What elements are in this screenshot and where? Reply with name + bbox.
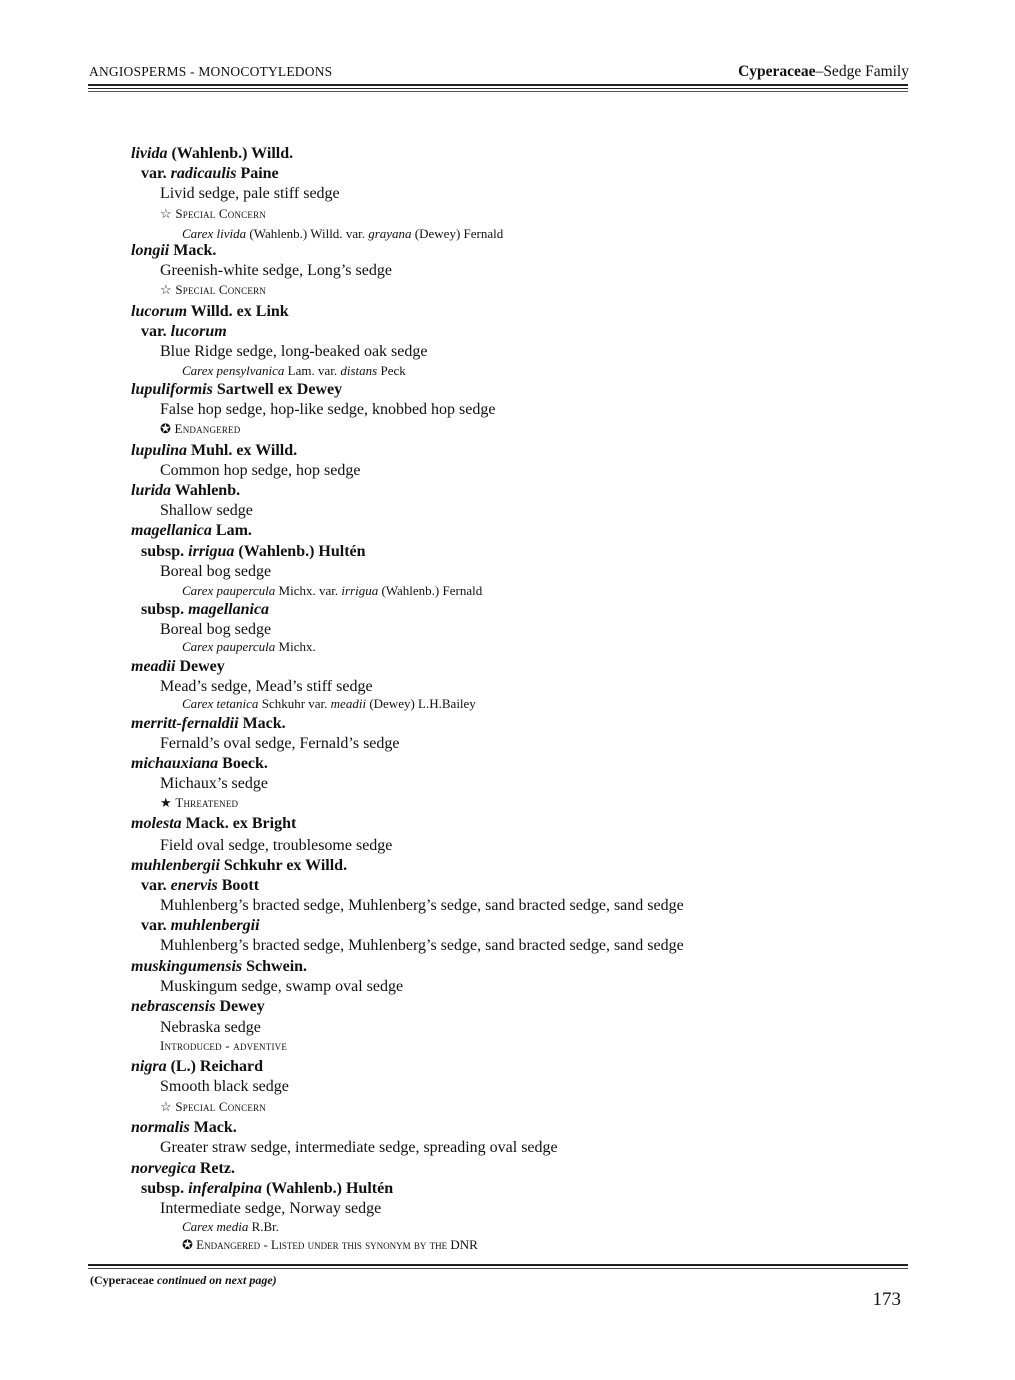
status-label: Introduced - adventive — [160, 1038, 288, 1053]
header-rule-thin-2 — [88, 91, 908, 92]
conservation-status — [160, 795, 238, 811]
synonym-word: media — [216, 1219, 252, 1234]
species-entry — [131, 145, 293, 163]
rank-prefix: var. — [141, 165, 167, 182]
footer-rule-thin — [88, 1268, 908, 1269]
synonym-word: meadii — [330, 696, 370, 711]
species-epithet: meadii — [131, 658, 176, 675]
synonym — [182, 583, 482, 599]
species-author: Mack. — [193, 1119, 237, 1136]
species-entry — [131, 958, 307, 976]
status-label: Endangered - Listed under this synonym by the DNR — [196, 1237, 478, 1252]
common-names: Field oval sedge, troublesome sedge — [160, 837, 393, 854]
common-names: Muskingum sedge, swamp oval sedge — [160, 978, 404, 995]
species-entry — [131, 998, 265, 1016]
species-entry — [131, 815, 296, 833]
species-entry — [131, 303, 289, 321]
page-number: 173 — [872, 1289, 901, 1310]
rank-prefix: subsp. — [141, 543, 185, 560]
species-author: Mack. — [173, 242, 217, 259]
rank-prefix: subsp. — [141, 1180, 185, 1197]
species-author: Willd. ex Link — [190, 303, 289, 320]
species-author: Schkuhr ex Willd. — [223, 857, 348, 874]
species-author: Schwein. — [246, 958, 308, 975]
infraspecific-author: (Wahlenb.) Hultén — [238, 543, 366, 560]
synonym-word: Willd. — [310, 226, 346, 241]
synonym — [182, 226, 503, 242]
species-epithet: michauxiana — [131, 755, 219, 772]
synonym — [182, 639, 316, 655]
species-author: Dewey — [219, 998, 265, 1015]
species-epithet: muhlenbergii — [131, 857, 220, 874]
species-epithet: lurida — [131, 482, 172, 499]
species-epithet: normalis — [131, 1119, 190, 1136]
synonym-word: (Wahlenb.) — [249, 226, 311, 241]
synonym-word: tetanica — [216, 696, 262, 711]
infraspecific-epithet: enervis — [170, 877, 218, 894]
species-epithet: magellanica — [131, 522, 212, 539]
synonym-word: paupercula — [216, 583, 279, 598]
infraspecific-epithet: irrigua — [188, 543, 235, 560]
family-title — [738, 63, 909, 81]
species-author: Dewey — [179, 658, 225, 675]
synonym-word: (Wahlenb.) — [381, 583, 443, 598]
synonym-word: paupercula — [216, 639, 279, 654]
infraspecific-author: Boott — [221, 877, 260, 894]
species-epithet: lupulina — [131, 442, 188, 459]
species-epithet: longii — [131, 242, 170, 259]
synonym-word: pensylvanica — [216, 363, 288, 378]
conservation-status — [160, 1038, 287, 1054]
status-label: Special Concern — [175, 1099, 266, 1114]
continuation-text: continued on next page) — [156, 1273, 277, 1287]
infraspecific-epithet: magellanica — [188, 601, 270, 618]
species-entry — [131, 715, 286, 733]
filled-star-icon: ★ — [160, 795, 176, 810]
species-author: (Wahlenb.) Willd. — [171, 145, 294, 162]
synonym-word: L.H.Bailey — [418, 696, 476, 711]
species-epithet: molesta — [131, 815, 182, 832]
infraspecific-epithet: lucorum — [170, 323, 227, 340]
synonym-word: Carex — [182, 1219, 217, 1234]
outline-star-icon: ☆ — [160, 206, 176, 221]
common-names: Greater straw sedge, intermediate sedge, spreading oval sedge — [160, 1139, 558, 1156]
synonym-word: Carex — [182, 696, 217, 711]
outline-star-icon: ☆ — [160, 282, 176, 297]
footer-rule — [88, 1264, 908, 1266]
status-label: Special Concern — [175, 206, 266, 221]
header-rule — [88, 84, 908, 86]
common-names: Smooth black sedge — [160, 1078, 289, 1095]
infraspecific-author: (Wahlenb.) Hultén — [265, 1180, 394, 1197]
species-epithet: nebrascensis — [131, 998, 216, 1015]
species-author: Retz. — [199, 1160, 235, 1177]
species-author: Mack. ex Bright — [185, 815, 297, 832]
common-names: Boreal bog sedge — [160, 621, 272, 638]
species-author: Lam. — [215, 522, 252, 539]
common-names: Common hop sedge, hop sedge — [160, 462, 361, 479]
status-label: Endangered — [174, 421, 241, 436]
synonym-word: Michx. — [278, 639, 316, 654]
continuation-family: (Cyperaceae — [90, 1273, 154, 1287]
outline-star-icon: ☆ — [160, 1099, 176, 1114]
synonym-word: (Dewey) — [369, 696, 419, 711]
species-author: Boeck. — [222, 755, 268, 772]
common-names: Muhlenberg’s bracted sedge, Muhlenberg’s sedge, sand bracted sedge, sand sedge — [160, 897, 684, 914]
infraspecific-author: Paine — [240, 165, 279, 182]
synonym-word: Carex — [182, 583, 217, 598]
synonym-word: Fernald — [442, 583, 483, 598]
synonym-word: Michx. — [278, 583, 319, 598]
rank-prefix: subsp. — [141, 601, 185, 618]
species-entry — [131, 381, 342, 399]
common-names: Shallow sedge — [160, 502, 253, 519]
common-names: Livid sedge, pale stiff sedge — [160, 185, 340, 202]
status-label: Threatened — [175, 795, 239, 810]
conservation-status — [160, 282, 266, 298]
common-names: Intermediate sedge, Norway sedge — [160, 1200, 382, 1217]
common-names: Muhlenberg’s bracted sedge, Muhlenberg’s sedge, sand bracted sedge, sand sedge — [160, 937, 684, 954]
species-author: Sartwell ex Dewey — [216, 381, 343, 398]
species-author: Muhl. ex Willd. — [191, 442, 298, 459]
synonym-word: var. — [318, 363, 341, 378]
common-names: Michaux’s sedge — [160, 775, 268, 792]
section-title: ANGIOSPERMS - MONOCOTYLEDONS — [89, 64, 333, 79]
species-epithet: livida — [131, 145, 168, 162]
infraspecific-entry — [141, 917, 260, 935]
endangered-icon: ✪ — [160, 421, 175, 436]
synonym-word: R.Br. — [251, 1219, 280, 1234]
species-entry — [131, 857, 347, 875]
synonym-word: Carex — [182, 639, 217, 654]
species-epithet: nigra — [131, 1058, 167, 1075]
status-label: Special Concern — [175, 282, 266, 297]
synonym-word: grayana — [368, 226, 415, 241]
header-rule-thin — [88, 88, 908, 89]
species-entry — [131, 522, 252, 540]
infraspecific-entry — [141, 543, 366, 561]
infraspecific-entry — [141, 1180, 393, 1198]
species-entry — [131, 1058, 263, 1076]
species-entry — [131, 1119, 237, 1137]
synonym-word: var. — [318, 583, 342, 598]
infraspecific-epithet: inferalpina — [188, 1180, 262, 1197]
species-entry — [131, 442, 297, 460]
species-entry — [131, 658, 225, 676]
synonym-word: livida — [216, 226, 250, 241]
endangered-icon: ✪ — [182, 1237, 197, 1252]
common-names: Blue Ridge sedge, long-beaked oak sedge — [160, 343, 428, 360]
synonym-word: var. — [308, 696, 331, 711]
synonym — [182, 363, 406, 379]
species-author: (L.) Reichard — [170, 1058, 264, 1075]
species-epithet: lucorum — [131, 303, 188, 320]
synonym-word: Carex — [182, 226, 217, 241]
family-common-name: –Sedge Family — [815, 63, 909, 80]
synonym — [182, 1219, 279, 1235]
rank-prefix: var. — [141, 877, 167, 894]
synonym-word: Lam. — [287, 363, 318, 378]
species-author: Wahlenb. — [174, 482, 241, 499]
species-entry — [131, 482, 240, 500]
common-names: False hop sedge, hop-like sedge, knobbed hop sedge — [160, 401, 496, 418]
species-epithet: norvegica — [131, 1160, 196, 1177]
common-names: Greenish-white sedge, Long’s sedge — [160, 262, 392, 279]
conservation-status — [160, 421, 240, 437]
synonym-word: Peck — [380, 363, 406, 378]
species-entry — [131, 755, 268, 773]
infraspecific-entry — [141, 323, 227, 341]
synonym-word: var. — [345, 226, 369, 241]
infraspecific-entry — [141, 165, 279, 183]
conservation-status — [160, 206, 266, 222]
synonym-word: Fernald — [463, 226, 504, 241]
species-entry — [131, 1160, 235, 1178]
infraspecific-entry — [141, 877, 259, 895]
synonym-word: Schkuhr — [261, 696, 309, 711]
species-author: Mack. — [242, 715, 286, 732]
common-names: Mead’s sedge, Mead’s stiff sedge — [160, 678, 373, 695]
synonym — [182, 696, 476, 712]
infraspecific-entry — [141, 601, 269, 619]
species-epithet: muskingumensis — [131, 958, 243, 975]
synonym-word: distans — [340, 363, 381, 378]
family-name: Cyperaceae — [738, 63, 816, 80]
synonym-word: Carex — [182, 363, 217, 378]
continuation-note — [90, 1273, 277, 1288]
rank-prefix: var. — [141, 917, 167, 934]
conservation-status — [182, 1237, 478, 1253]
infraspecific-epithet: muhlenbergii — [170, 917, 260, 934]
common-names: Fernald’s oval sedge, Fernald’s sedge — [160, 735, 400, 752]
common-names: Nebraska sedge — [160, 1019, 261, 1036]
conservation-status — [160, 1099, 266, 1115]
infraspecific-epithet: radicaulis — [170, 165, 237, 182]
rank-prefix: var. — [141, 323, 167, 340]
species-entry — [131, 242, 216, 260]
species-epithet: merritt-fernaldii — [131, 715, 239, 732]
synonym-word: (Dewey) — [414, 226, 464, 241]
synonym-word: irrigua — [341, 583, 382, 598]
species-epithet: lupuliformis — [131, 381, 213, 398]
common-names: Boreal bog sedge — [160, 563, 272, 580]
